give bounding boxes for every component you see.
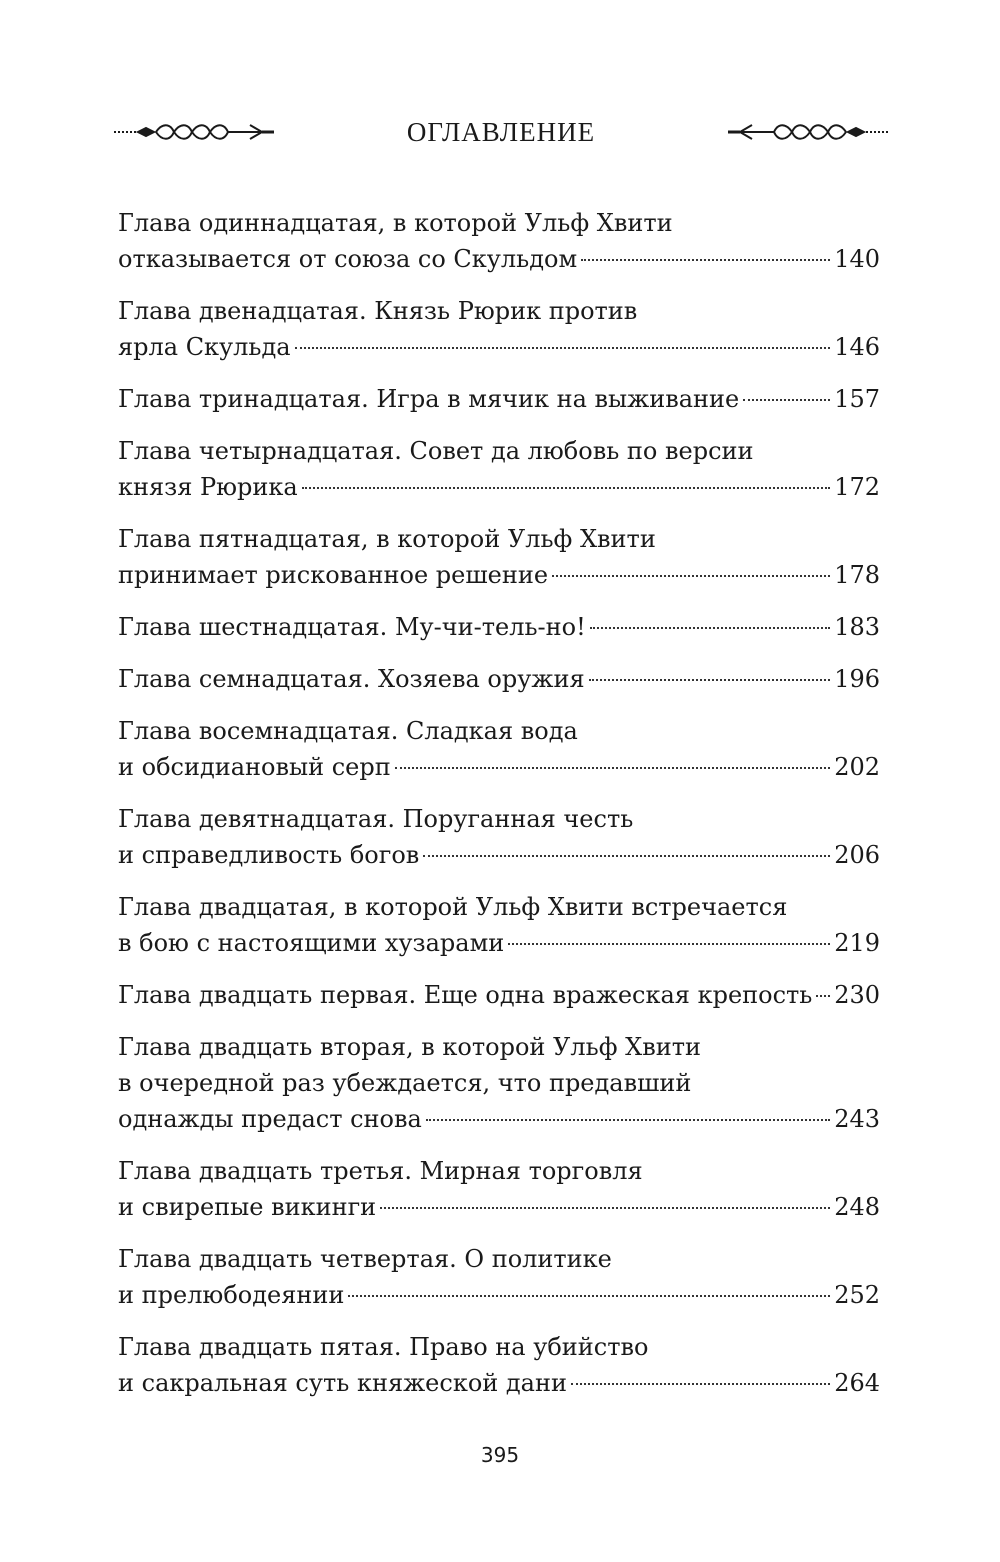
toc-entry-title-line: Глава шестнадцатая. Му-чи-тель-но!	[118, 613, 586, 641]
page-number: 395	[480, 1443, 520, 1467]
toc-entry[interactable]	[118, 609, 880, 645]
toc-entry[interactable]	[118, 977, 880, 1013]
toc-entry-last-line	[118, 1277, 880, 1313]
toc-entry-last-line	[118, 977, 880, 1013]
toc-entry-title-line: принимает рискованное решение	[118, 561, 549, 589]
toc-entry-title-line: и справедливость богов	[118, 841, 420, 869]
toc-entry-title-line: и прелюбодеянии	[118, 1281, 345, 1309]
toc-entry-page-number: 230	[834, 981, 880, 1009]
toc-entry-last-line	[118, 329, 880, 365]
toc-entry-title-line: Глава одиннадцатая, в которой Ульф Хвити	[118, 209, 673, 237]
toc-entry-page-number: 183	[834, 613, 880, 641]
toc-entry-page-number: 252	[834, 1281, 880, 1309]
toc-entry-page-number: 140	[834, 245, 880, 273]
toc-entry-last-line	[118, 1365, 880, 1401]
toc-entry[interactable]	[118, 801, 880, 873]
toc-entry-title-line: и обсидиановый серп	[118, 753, 391, 781]
toc-entry-page-number: 196	[834, 665, 880, 693]
toc-entry-page-number: 202	[834, 753, 880, 781]
toc-entry-page-number: 172	[834, 473, 880, 501]
dot-leader	[295, 347, 831, 349]
toc-entry-title-line: Глава двадцать первая. Еще одна вражеская крепость	[118, 981, 813, 1009]
table-of-contents	[118, 205, 880, 1417]
toc-entry-last-line	[118, 1101, 880, 1137]
toc-entry-title-line: Глава восемнадцатая. Сладкая вода	[118, 717, 578, 745]
dot-leader	[426, 1119, 830, 1121]
toc-entry-title-line: Глава двадцать четвертая. О политике	[118, 1245, 612, 1273]
toc-entry-page-number: 264	[834, 1369, 880, 1397]
toc-entry-title-line: отказывается от союза со Скульдом	[118, 245, 578, 273]
toc-entry-title-line: Глава девятнадцатая. Поруганная честь	[118, 805, 634, 833]
ornament-flourish-left-icon	[112, 117, 277, 147]
toc-entry[interactable]	[118, 293, 880, 365]
toc-entry[interactable]	[118, 661, 880, 697]
dot-leader	[395, 767, 830, 769]
dot-leader	[423, 855, 830, 857]
toc-entry[interactable]	[118, 205, 880, 277]
toc-entry-last-line	[118, 925, 880, 961]
dot-leader	[816, 995, 830, 997]
toc-entry-page-number: 206	[834, 841, 880, 869]
toc-entry-title-line: Глава пятнадцатая, в которой Ульф Хвити	[118, 525, 656, 553]
toc-entry-page-number: 248	[834, 1193, 880, 1221]
toc-entry-page-number: 219	[834, 929, 880, 957]
toc-entry-title-line: и свирепые викинги	[118, 1193, 377, 1221]
toc-entry-title-line: князя Рюрика	[118, 473, 298, 501]
dot-leader	[743, 399, 830, 401]
toc-entry-last-line	[118, 749, 880, 785]
dot-leader	[508, 943, 830, 945]
toc-entry-last-line	[118, 661, 880, 697]
toc-entry-title-line: Глава двадцатая, в которой Ульф Хвити встречается	[118, 893, 788, 921]
toc-entry-last-line	[118, 837, 880, 873]
toc-entry-last-line	[118, 241, 880, 277]
toc-entry[interactable]	[118, 1029, 880, 1137]
page-header	[112, 104, 890, 160]
toc-entry-title-line: Глава двадцать вторая, в которой Ульф Хвити	[118, 1033, 701, 1061]
toc-entry-page-number: 178	[834, 561, 880, 589]
dot-leader	[302, 487, 830, 489]
toc-entry-title-line: Глава двадцать третья. Мирная торговля	[118, 1157, 643, 1185]
dot-leader	[589, 679, 831, 681]
ornament-flourish-right-icon	[725, 117, 890, 147]
toc-entry-page-number: 243	[834, 1105, 880, 1133]
toc-entry[interactable]	[118, 433, 880, 505]
toc-entry[interactable]	[118, 381, 880, 417]
toc-entry-title-line: и сакральная суть княжеской дани	[118, 1369, 567, 1397]
toc-entry-title-line: в очередной раз убеждается, что предавший	[118, 1069, 692, 1097]
toc-entry-last-line	[118, 557, 880, 593]
toc-entry-page-number: 146	[834, 333, 880, 361]
toc-entry[interactable]	[118, 1241, 880, 1313]
toc-entry[interactable]	[118, 713, 880, 785]
dot-leader	[581, 259, 830, 261]
toc-entry-title-line: Глава четырнадцатая. Совет да любовь по версии	[118, 437, 754, 465]
toc-entry[interactable]	[118, 521, 880, 593]
dot-leader	[590, 627, 830, 629]
toc-entry-page-number: 157	[834, 385, 880, 413]
dot-leader	[552, 575, 830, 577]
toc-entry-title-line: Глава семнадцатая. Хозяева оружия	[118, 665, 585, 693]
toc-entry-last-line	[118, 1189, 880, 1225]
toc-entry-title-line: Глава тринадцатая. Игра в мячик на выживание	[118, 385, 740, 413]
dot-leader	[571, 1383, 830, 1385]
toc-entry[interactable]	[118, 1153, 880, 1225]
toc-entry-title-line: Глава двадцать пятая. Право на убийство	[118, 1333, 649, 1361]
toc-entry-title-line: в бою с настоящими хузарами	[118, 929, 505, 957]
toc-entry-last-line	[118, 609, 880, 645]
page-title: ОГЛАВЛЕНИЕ	[406, 116, 596, 147]
dot-leader	[380, 1207, 830, 1209]
toc-entry-last-line	[118, 381, 880, 417]
toc-entry-title-line: ярла Скульда	[118, 333, 291, 361]
toc-entry[interactable]	[118, 1329, 880, 1401]
toc-entry[interactable]	[118, 889, 880, 961]
toc-entry-title-line: однажды предаст снова	[118, 1105, 422, 1133]
toc-entry-title-line: Глава двенадцатая. Князь Рюрик против	[118, 297, 638, 325]
toc-entry-last-line	[118, 469, 880, 505]
dot-leader	[348, 1295, 830, 1297]
